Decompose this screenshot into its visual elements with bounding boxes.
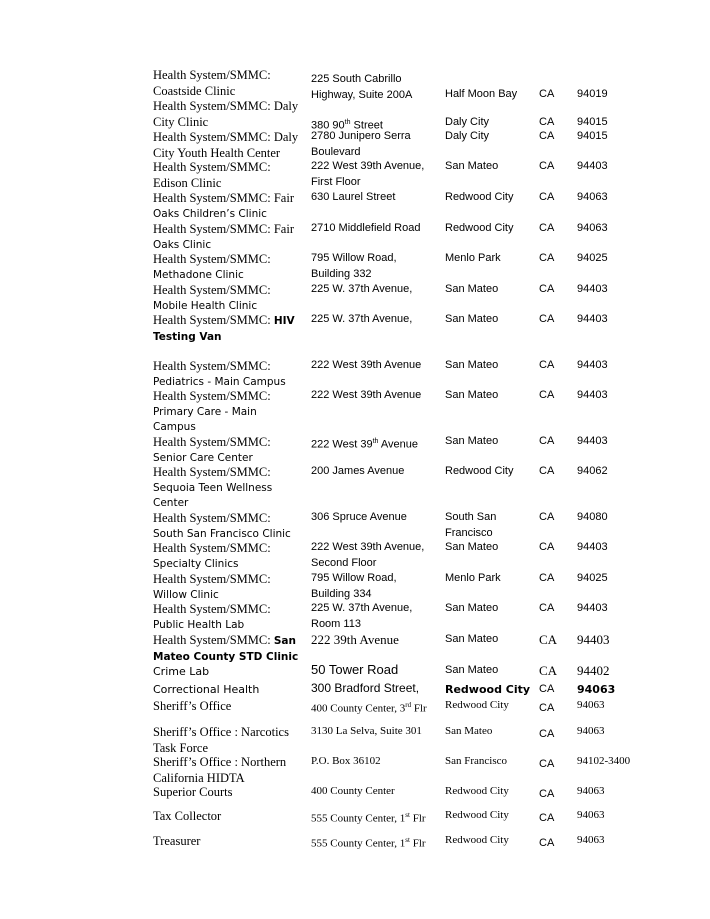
- city: San Mateo: [445, 313, 499, 325]
- street-address: 222 West 39th Avenue: [311, 438, 418, 451]
- city: San Mateo: [445, 633, 499, 645]
- facility-name: Health System/SMMC: Edison Clinic: [153, 160, 271, 190]
- zip-code: 94080: [577, 511, 608, 523]
- state: CA: [539, 130, 555, 142]
- city: Half Moon Bay: [445, 88, 518, 100]
- facility-name: Tax Collector: [153, 809, 222, 823]
- state: CA: [539, 728, 555, 740]
- state: CA: [539, 313, 555, 325]
- zip-code: 94403: [577, 313, 608, 325]
- zip-code: 94019: [577, 88, 608, 100]
- zip-code: 94102-3400: [577, 755, 631, 767]
- facility-name: Correctional Health: [153, 683, 260, 696]
- state: CA: [539, 572, 555, 584]
- state: CA: [539, 465, 555, 477]
- zip-code: 94015: [577, 116, 608, 128]
- facility-name: Health System/SMMC: Primary Care - Main Campus: [153, 389, 271, 433]
- city: San Mateo: [445, 160, 499, 172]
- zip-code: 94403: [577, 541, 608, 553]
- zip-code: 94063: [577, 191, 608, 203]
- city: Redwood City: [445, 699, 509, 711]
- state: CA: [539, 389, 555, 401]
- street-address: 222 39th Avenue: [311, 632, 399, 647]
- city: San Mateo: [445, 725, 493, 737]
- street-address: 200 James Avenue: [311, 465, 405, 477]
- state: CA: [539, 283, 555, 295]
- state: CA: [539, 160, 555, 172]
- city: Daly City: [445, 116, 490, 128]
- street-address: 380 90th Street: [311, 119, 383, 132]
- facility-name: Treasurer: [153, 834, 201, 848]
- facility-name: Health System/SMMC: Coastside Clinic: [153, 68, 271, 98]
- state: CA: [539, 116, 555, 128]
- state: CA: [539, 252, 555, 264]
- street-address: 555 County Center, 1st Flr: [311, 836, 426, 850]
- zip-code: 94063: [577, 683, 616, 696]
- city: San Mateo: [445, 359, 499, 371]
- zip-code: 94403: [577, 389, 608, 401]
- zip-code: 94063: [577, 725, 605, 737]
- facility-name: Health System/SMMC: Sequoia Teen Wellness Center: [153, 465, 273, 509]
- state: CA: [539, 812, 555, 824]
- state: CA: [539, 435, 555, 447]
- facility-name: Crime Lab: [153, 665, 210, 678]
- city: Redwood City: [445, 683, 531, 696]
- street-address: 2710 Middlefield Road: [311, 222, 421, 234]
- city: San Mateo: [445, 283, 499, 295]
- city: South San Francisco: [445, 511, 497, 539]
- city: Redwood City: [445, 191, 514, 203]
- facility-name: Health System/SMMC: Pediatrics - Main Campus: [153, 359, 286, 388]
- facility-name: Health System/SMMC: Daly City Youth Health Center: [153, 130, 299, 160]
- state: CA: [539, 837, 555, 849]
- facility-name: Health System/SMMC: Senior Care Center: [153, 435, 271, 464]
- state: CA: [539, 702, 555, 714]
- street-address: 2780 Junipero Serra Boulevard: [311, 130, 411, 158]
- state: CA: [539, 758, 555, 770]
- facility-name: Health System/SMMC: HIV Testing Van: [153, 313, 295, 343]
- state: CA: [539, 191, 555, 203]
- zip-code: 94063: [577, 785, 605, 797]
- street-address: 225 W. 37th Avenue,: [311, 313, 413, 325]
- facility-name: Health System/SMMC: South San Francisco Clinic: [153, 511, 291, 540]
- city: Redwood City: [445, 785, 509, 797]
- state: CA: [539, 511, 555, 523]
- street-address: 400 County Center: [311, 785, 395, 797]
- facility-name: Health System/SMMC: Public Health Lab: [153, 602, 271, 631]
- street-address: 3130 La Selva, Suite 301: [311, 725, 422, 737]
- zip-code: 94403: [577, 435, 608, 447]
- street-address: 400 County Center, 3rd Flr: [311, 701, 427, 715]
- street-address: 222 West 39th Avenue: [311, 359, 422, 371]
- city: San Mateo: [445, 389, 499, 401]
- state: CA: [539, 602, 555, 614]
- street-address: P.O. Box 36102: [311, 755, 381, 767]
- state: CA: [539, 788, 555, 800]
- street-address: 225 W. 37th Avenue,: [311, 283, 413, 295]
- zip-code: 94015: [577, 130, 608, 142]
- zip-code: 94063: [577, 809, 605, 821]
- street-address: 222 West 39th Avenue, First Floor: [311, 160, 425, 188]
- zip-code: 94402: [577, 663, 610, 678]
- zip-code: 94403: [577, 602, 608, 614]
- city: San Mateo: [445, 435, 499, 447]
- street-address: 222 West 39th Avenue, Second Floor: [311, 541, 425, 569]
- zip-code: 94403: [577, 359, 608, 371]
- facility-name: Health System/SMMC: Daly City Clinic: [153, 99, 299, 129]
- street-address: 795 Willow Road, Building 332: [311, 252, 397, 280]
- street-address: 222 West 39th Avenue: [311, 389, 422, 401]
- state: CA: [539, 88, 555, 100]
- facility-name: Sheriff’s Office : Northern California HIDTA: [153, 755, 287, 785]
- street-address: 795 Willow Road, Building 334: [311, 572, 397, 600]
- street-address: 555 County Center, 1st Flr: [311, 811, 426, 825]
- state: CA: [539, 663, 558, 678]
- street-address: 306 Spruce Avenue: [311, 511, 407, 523]
- facility-name: Health System/SMMC: Specialty Clinics: [153, 541, 271, 570]
- city: San Mateo: [445, 664, 499, 676]
- facility-name: Superior Courts: [153, 785, 233, 799]
- city: Daly City: [445, 130, 490, 142]
- zip-code: 94063: [577, 222, 608, 234]
- state: CA: [539, 359, 555, 371]
- city: Menlo Park: [445, 572, 501, 584]
- city: Redwood City: [445, 222, 514, 234]
- city: Menlo Park: [445, 252, 501, 264]
- facility-name: Health System/SMMC: Willow Clinic: [153, 572, 271, 601]
- street-address: 225 W. 37th Avenue, Room 113: [311, 602, 413, 630]
- state: CA: [539, 683, 555, 695]
- city: San Mateo: [445, 541, 499, 553]
- city: San Mateo: [445, 602, 499, 614]
- city: Redwood City: [445, 834, 509, 846]
- city: Redwood City: [445, 809, 509, 821]
- city: Redwood City: [445, 465, 514, 477]
- street-address: 630 Laurel Street: [311, 191, 396, 203]
- zip-code: 94063: [577, 699, 605, 711]
- zip-code: 94063: [577, 834, 605, 846]
- city: San Francisco: [445, 755, 508, 767]
- state: CA: [539, 632, 558, 647]
- facility-name: Health System/SMMC: San Mateo County STD Clinic: [153, 633, 299, 663]
- street-address: 50 Tower Road: [311, 662, 399, 677]
- street-address: 300 Bradford Street,: [311, 681, 420, 695]
- zip-code: 94403: [577, 632, 610, 647]
- street-address: 225 South Cabrillo Highway, Suite 200A: [311, 73, 413, 101]
- facility-name: Health System/SMMC: Fair Oaks Children’s Clinic: [153, 191, 294, 220]
- state: CA: [539, 541, 555, 553]
- facility-name: Health System/SMMC: Fair Oaks Clinic: [153, 222, 294, 251]
- state: CA: [539, 222, 555, 234]
- facility-name: Health System/SMMC: Methadone Clinic: [153, 252, 271, 281]
- zip-code: 94403: [577, 283, 608, 295]
- facility-name: Sheriff’s Office : Narcotics Task Force: [153, 725, 289, 755]
- zip-code: 94403: [577, 160, 608, 172]
- facility-name: Sheriff’s Office: [153, 699, 232, 713]
- zip-code: 94062: [577, 465, 608, 477]
- zip-code: 94025: [577, 252, 608, 264]
- facility-name: Health System/SMMC: Mobile Health Clinic: [153, 283, 271, 312]
- zip-code: 94025: [577, 572, 608, 584]
